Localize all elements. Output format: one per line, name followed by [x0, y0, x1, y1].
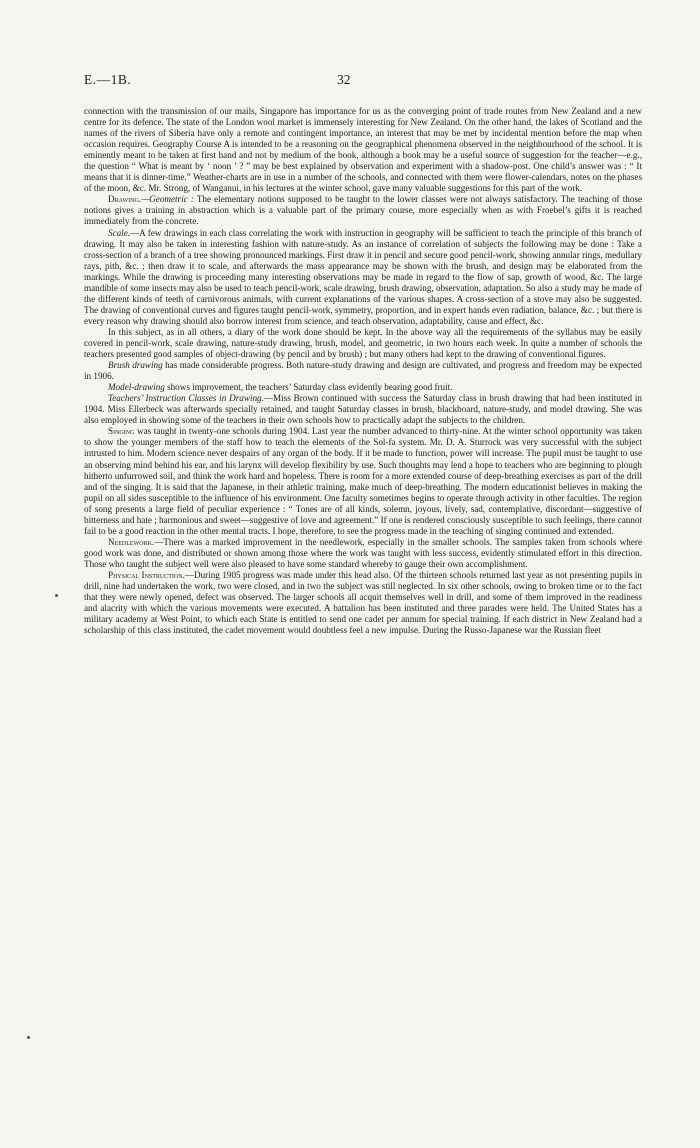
paragraph-geography-continued [84, 106, 642, 194]
paragraph-text: was taught in twenty-one schools during 1904. Last year the number advanced to thirty-nine. At the winter school opportunity was taken to show the younger members of the staff how to teach the elements of the Sol-fa system. Mr. D. A. Sturrock was very successful with the subject intrusted to him. Modern science never despairs of any organ of the body. If it be made to function, power will increase. The pupil must be taught to use an observing mind behind his ear, and his larynx will develop flexibility by use. Such thoughts may lend a hope to teachers who are beginning to plough hitherto unfurrowed soil, and think the work hard and hopeless. There is room for a more extended course of deep-breathing exercises as part of the drill and of the singing. It is said that the Japanese, in their athletic training, make much of deep-breathing. The modern educationist believes in making the pupil on all sides susceptible to the influence of his environment. One faculty sometimes begins to operate through activity in other faculties. The region of song presents a large field of peculiar experience : “ Tones are of all kinds, solemn, joyous, lively, sad, contemplative, discordant—suggestive of bitterness and hate ; harmonious and sweet—suggestive of love and agreement.” If one is rendered consciously susceptible to such feelings, there cannot fail to be a good reaction in the other mental tracts. I hope, therefore, to see the progress made in the teaching of singing continued and extended. [84, 426, 642, 536]
page-header [84, 72, 644, 88]
margin-dot-mark [27, 1036, 30, 1039]
paragraph-text: —During 1905 progress was made under this head also. Of the thirteen schools returned last year as not presenting pupils in drill, nine had undertaken the work, two were closed, and in two the subject was still neglected. In six other schools, owing to broken time or to the fact that they were newly opened, defect was observed. The larger schools all acquit themselves well in drill, and some of them improved in the readiness and alacrity with which the various movements were executed. A battalion has been instituted and three parades were held. The United States has a military academy at West Point, to which each State is entitled to send one cadet per annum for special training. If each district in New Zealand had a scholarship of this class instituted, the cadet movement would doubtless feel a new impulse. During the Russo-Japanese war the Russian fleet [84, 569, 642, 636]
paragraph-diary [84, 327, 642, 360]
subheading-scale: Scale. [108, 227, 131, 238]
subheading-brush-drawing: Brush drawing [108, 360, 163, 371]
section-heading-physical-instruction: Physical Instruction. [108, 569, 185, 580]
paragraph-teachers-classes [84, 393, 642, 426]
paragraph-text: connection with the transmission of our mails, Singapore has importance for us as the converging point of trade routes from New Zealand and a new centre for its defence. The state of the London wool market is immensely interesting for New Zealand. On the other hand, the lakes of Scotland and the names of the rivers of Siberia have only a remote and contingent importance, an interest that may be met by incidental mention before the map when occasion requires. Geography Course A is intended to be a reasoning on the geographical phenomena observed in the neighbourhood of the school. It is eminently meant to be taken at first hand and not by medium of the book, although a book may be a useful source of suggestion for the teacher—e.g., the question “ What is meant by ‘ noon ’ ? ” may be best explained by observation and experiment with a shadow-post. One child’s answer was : “ It means that it is dinner-time.” Weather-charts are in use in a number of the schools, and connected with them were flower-calendars, notes on the phases of the moon, &c. Mr. Strong, of Wanganui, in his lectures at the winter school, gave many valuable suggestions for this part of the work. [84, 106, 642, 194]
paragraph-needlework [84, 537, 642, 570]
paragraph-text: —Miss Brown continued with success the Saturday class in brush drawing that had been instituted in 1904. Miss Ellerbeck was afterwards specially retained, and taught Saturday classes in brush, blackboard, nature-study, and model drawing. She was also employed in showing some of the teachers in their own schools how to practically adapt the subjects to the children. [84, 393, 642, 426]
subheading-teachers-classes: Teachers’ Instruction Classes in Drawing. [108, 393, 264, 404]
paragraph-model-drawing [84, 382, 642, 393]
section-heading-singing: Singing [108, 426, 135, 437]
paragraph-text: has made considerable progress. Both nature-study drawing and design are cultivated, and progress and freedom may be expected in 1906. [84, 360, 642, 382]
page-number: 32 [337, 72, 351, 87]
section-heading-drawing: Drawing. [108, 194, 142, 205]
paragraph-scale [84, 228, 642, 327]
section-heading-needlework: Needlework. [108, 536, 155, 547]
paragraph-text: —There was a marked improvement in the needlework, especially in the smaller schools. The samples taken from schools where good work was done, and distributed or shown among those where the work was taught with less success, evidently stimulated effort in this direction. Those who taught the subject well were also pleased to have some standard whereby to gauge their own accomplishment. [84, 536, 642, 569]
subheading-geometric: —Geometric : [141, 194, 194, 205]
paragraph-brush-drawing [84, 360, 642, 382]
paragraph-singing [84, 426, 642, 536]
paragraph-text: In this subject, as in all others, a diary of the work done should be kept. In the above way all the requirements of the syllabus may be easily covered in pencil-work, scale drawing, nature-study drawing, brush, model, and geometric, in two hours each week. In quite a number of schools the teachers presented good samples of object-drawing (by pencil and by brush) ; but many others had kept to the drawing of conventional figures. [84, 326, 642, 360]
margin-dot-mark [55, 594, 58, 597]
paragraph-text: shows improvement, the teachers’ Saturday class evidently bearing good fruit. [164, 382, 453, 393]
subheading-model-drawing: Model-drawing [108, 382, 165, 393]
paragraph-text: —A few drawings in each class correlating the work with instruction in geography will be sufficient to teach the principle of this branch of drawing. It may also be taken in interesting fashion with nature-study. As an instance of correlation of subjects the following may be done : Take a cross-section of a branch of a tree showing pronounced markings. First draw it in pencil and secure good pencil-work, showing annular rings, medullary rays, pith, &c. ; then draw it to scale, and afterwards the mass appearance may be shown with the brush, and design may be elaborated from the markings. While the drawing is proceeding many interesting observations may be made in regard to the flow of sap, growth of wood, &c. The large mandible of some insects may also be used to teach pencil-work, scale drawing, brush drawing, observation, adaptation. So also a study may be made of the different kinds of teeth of carnivorous animals, with current explanations of the various shapes. A cross-section of a stove may also be suggested. The drawing of conventional curves and figures taught pencil-work, symmetry, proportion, and in expert hands even radiation, balance, &c. ; but there is every reason why drawing should also borrow interest from science, and teach observation, adaptability, cause and effect, &c. [84, 227, 642, 326]
paragraph-drawing-geometric [84, 194, 642, 227]
paragraph-text: The elementary notions supposed to be taught to the lower classes were not always satisfactory. The teaching of those notions gives a training in abstraction which is a valuable part of the primary course, more especially when as with Froebel’s gifts it is reached immediately from the concrete. [84, 194, 642, 227]
body-text [84, 106, 642, 636]
document-reference: E.—1B. [84, 72, 132, 87]
paragraph-physical-instruction [84, 570, 642, 636]
